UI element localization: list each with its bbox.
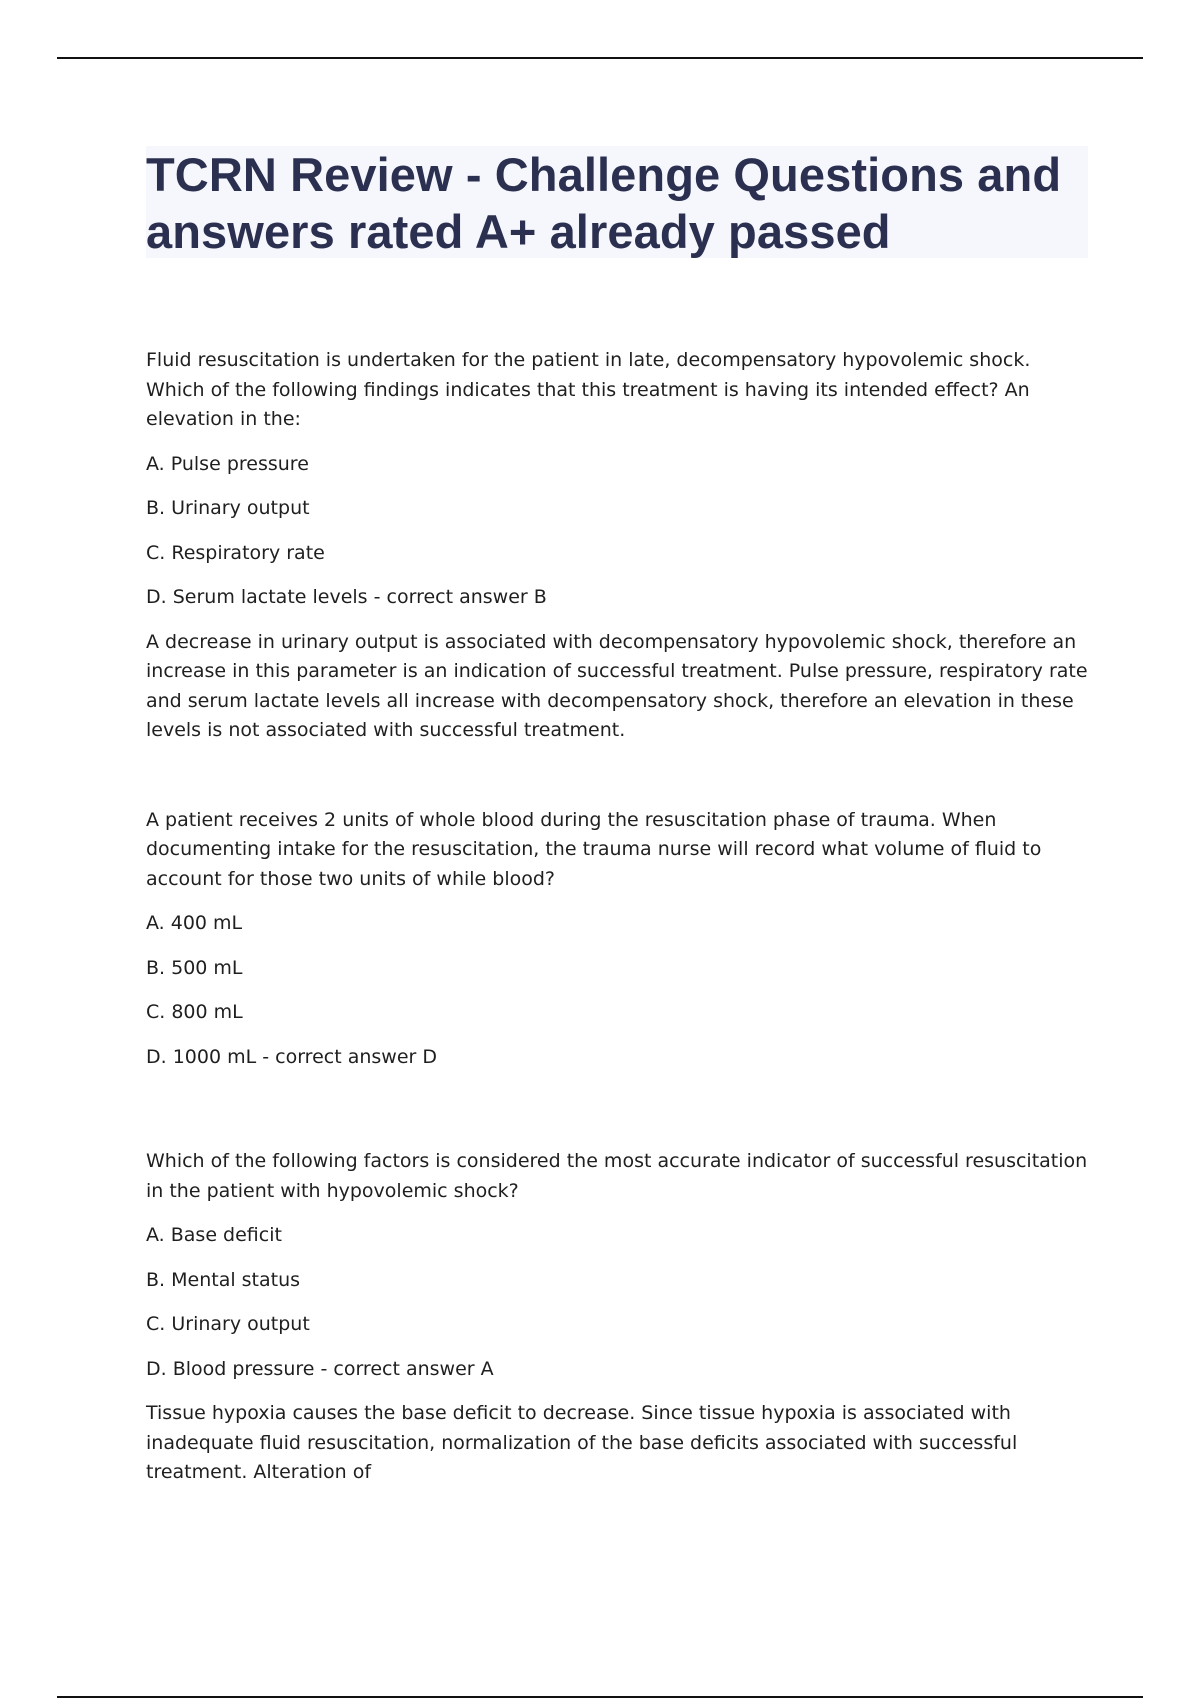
section-spacer [146, 746, 1091, 806]
explanation: A decrease in urinary output is associated with decompensatory hypovolemic shock, therefore an increase in this parameter is an indication of successful treatment. Pulse pressure, respiratory rate and serum lactate levels all increase with decompensatory shock, therefore an elevation in these levels is not associated with successful treatment. [146, 630, 1088, 741]
title-block [146, 146, 1088, 258]
option-c: C. 800 mL [146, 1001, 243, 1023]
explanation: Tissue hypoxia causes the base deficit to decrease. Since tissue hypoxia is associated with inadequate fluid resuscitation, normalization of the base deficits associated with successful treatment. Alteration of [146, 1402, 1018, 1483]
option-d: D. 1000 mL - correct answer D [146, 1045, 437, 1068]
question-1 [146, 346, 1091, 746]
document-body [146, 346, 1091, 1488]
option-b: B. Mental status [146, 1268, 301, 1291]
question-3 [146, 1147, 1091, 1488]
question-text: A patient receives 2 units of whole blood during the resuscitation phase of trauma. When documenting intake for the resuscitation, the trauma nurse will record what volume of fluid to account for those two units of while blood? [146, 808, 1042, 890]
option-b: B. Urinary output [146, 497, 310, 519]
option-b: B. 500 mL [146, 956, 243, 979]
option-d: D. Serum lactate levels - correct answer B [146, 586, 547, 608]
option-c: C. Urinary output [146, 1313, 310, 1335]
option-a: A. Base deficit [146, 1224, 282, 1246]
question-2 [146, 806, 1091, 1073]
question-text: Which of the following factors is considered the most accurate indicator of successful resuscitation in the patient with hypovolemic shock? [146, 1150, 1088, 1202]
section-spacer [146, 1087, 1091, 1147]
option-c: C. Respiratory rate [146, 541, 325, 564]
option-a: A. 400 mL [146, 912, 243, 934]
question-text: Fluid resuscitation is undertaken for the patient in late, decompensatory hypovolemic shock. Which of the following findings indicates that this treatment is having its intended effect? An elevation in the: [146, 349, 1031, 430]
bottom-rule [57, 1696, 1143, 1698]
option-a: A. Pulse pressure [146, 452, 309, 475]
option-d: D. Blood pressure - correct answer A [146, 1357, 494, 1380]
top-rule [57, 57, 1143, 59]
page-title: TCRN Review - Challenge Questions and answers rated A+ already passed [146, 148, 1062, 258]
